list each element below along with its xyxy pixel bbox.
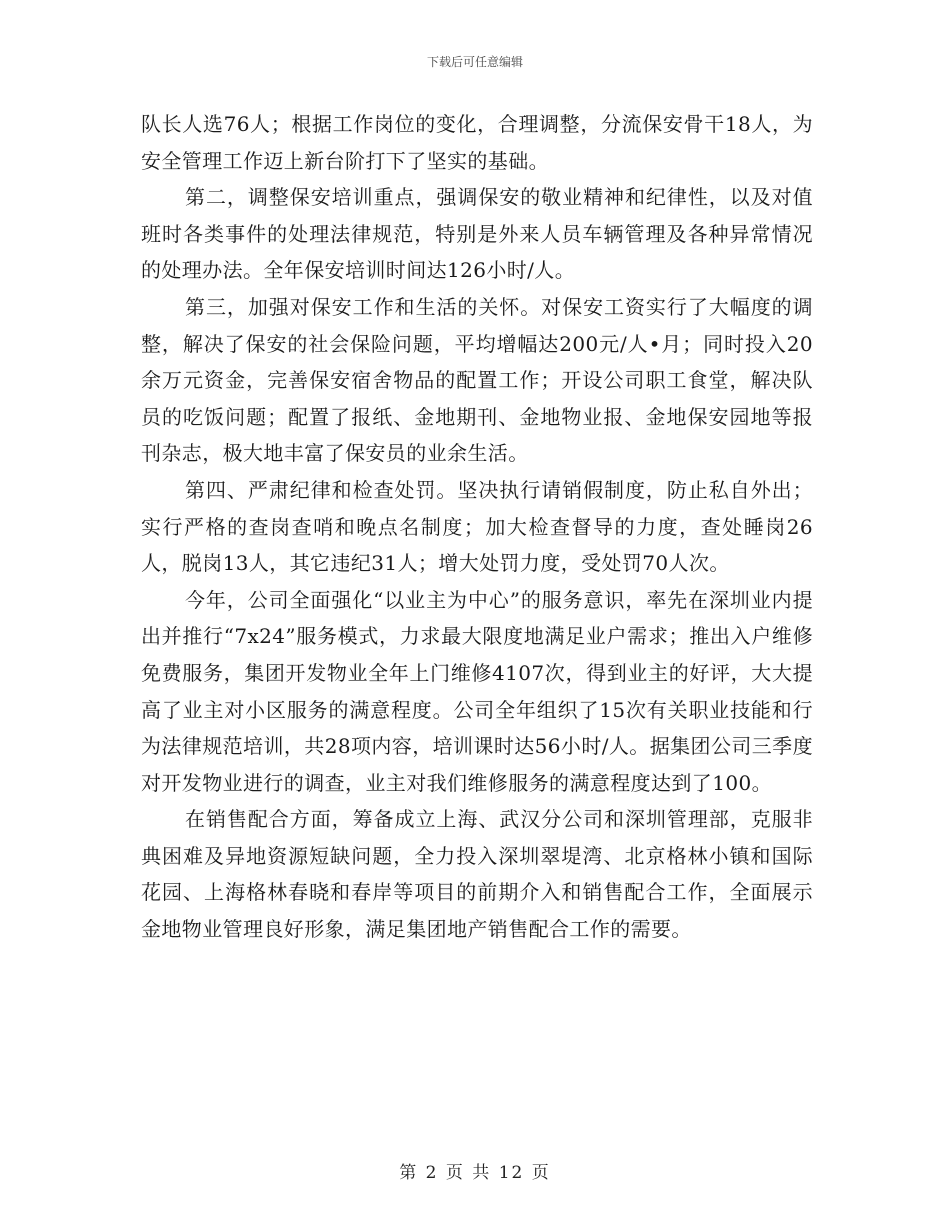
paragraph-sales: 在销售配合方面，筹备成立上海、武汉分公司和深圳管理部，克服非典困难及异地资源短缺问题，全力投入深圳翠堤湾、北京格林小镇和国际花园、上海格林春晓和春岸等项目的前期介入和销售配合工作，全面展示金地物业管理良好形象，满足集团地产销售配合工作的需要。 — [141, 807, 813, 942]
header-note: 下载后可任意编辑 — [426, 55, 523, 69]
document-body — [141, 106, 813, 948]
paragraph-continuation: 队长人选76人；根据工作岗位的变化，合理调整，分流保安骨干18人，为安全管理工作迈上新台阶打下了坚实的基础。 — [141, 112, 813, 173]
paragraph-discipline: 第四、严肃纪律和检查处罚。坚决执行请销假制度，防止私自外出；实行严格的查岗查哨和晚点名制度；加大检查督导的力度，查处睡岗26人，脱岗13人，其它违纪31人；增大处罚力度，受处罚70人次。 — [141, 477, 813, 576]
page-number: 第 2 页 共 12 页 — [399, 1163, 551, 1183]
paragraph-service: 今年，公司全面强化“以业主为中心”的服务意识，率先在深圳业内提出并推行“7x24”服务模式，力求最大限度地满足业户需求；推出入户维修免费服务，集团开发物业全年上门维修4107次，得到业主的好评，大大提高了业主对小区服务的满意程度。公司全年组织了15次有关职业技能和行为法律规范培训，共28项内容，培训课时达56小时/人。据集团公司三季度对开发物业进行的调查，业主对我们维修服务的满意程度达到了100。 — [141, 587, 813, 795]
paragraph-training: 第二，调整保安培训重点，强调保安的敬业精神和纪律性，以及对值班时各类事件的处理法律规范，特别是外来人员车辆管理及各种异常情况的处理办法。全年保安培训时间达126小时/人。 — [141, 185, 813, 283]
paragraph-care: 第三，加强对保安工作和生活的关怀。对保安工资实行了大幅度的调整，解决了保安的社会保险问题，平均增幅达200元/人•月；同时投入20余万元资金，完善保安宿舍物品的配置工作；开设公司职工食堂，解决队员的吃饭问题；配置了报纸、金地期刊、金地物业报、金地保安园地等报刊杂志，极大地丰富了保安员的业余生活。 — [141, 294, 813, 466]
